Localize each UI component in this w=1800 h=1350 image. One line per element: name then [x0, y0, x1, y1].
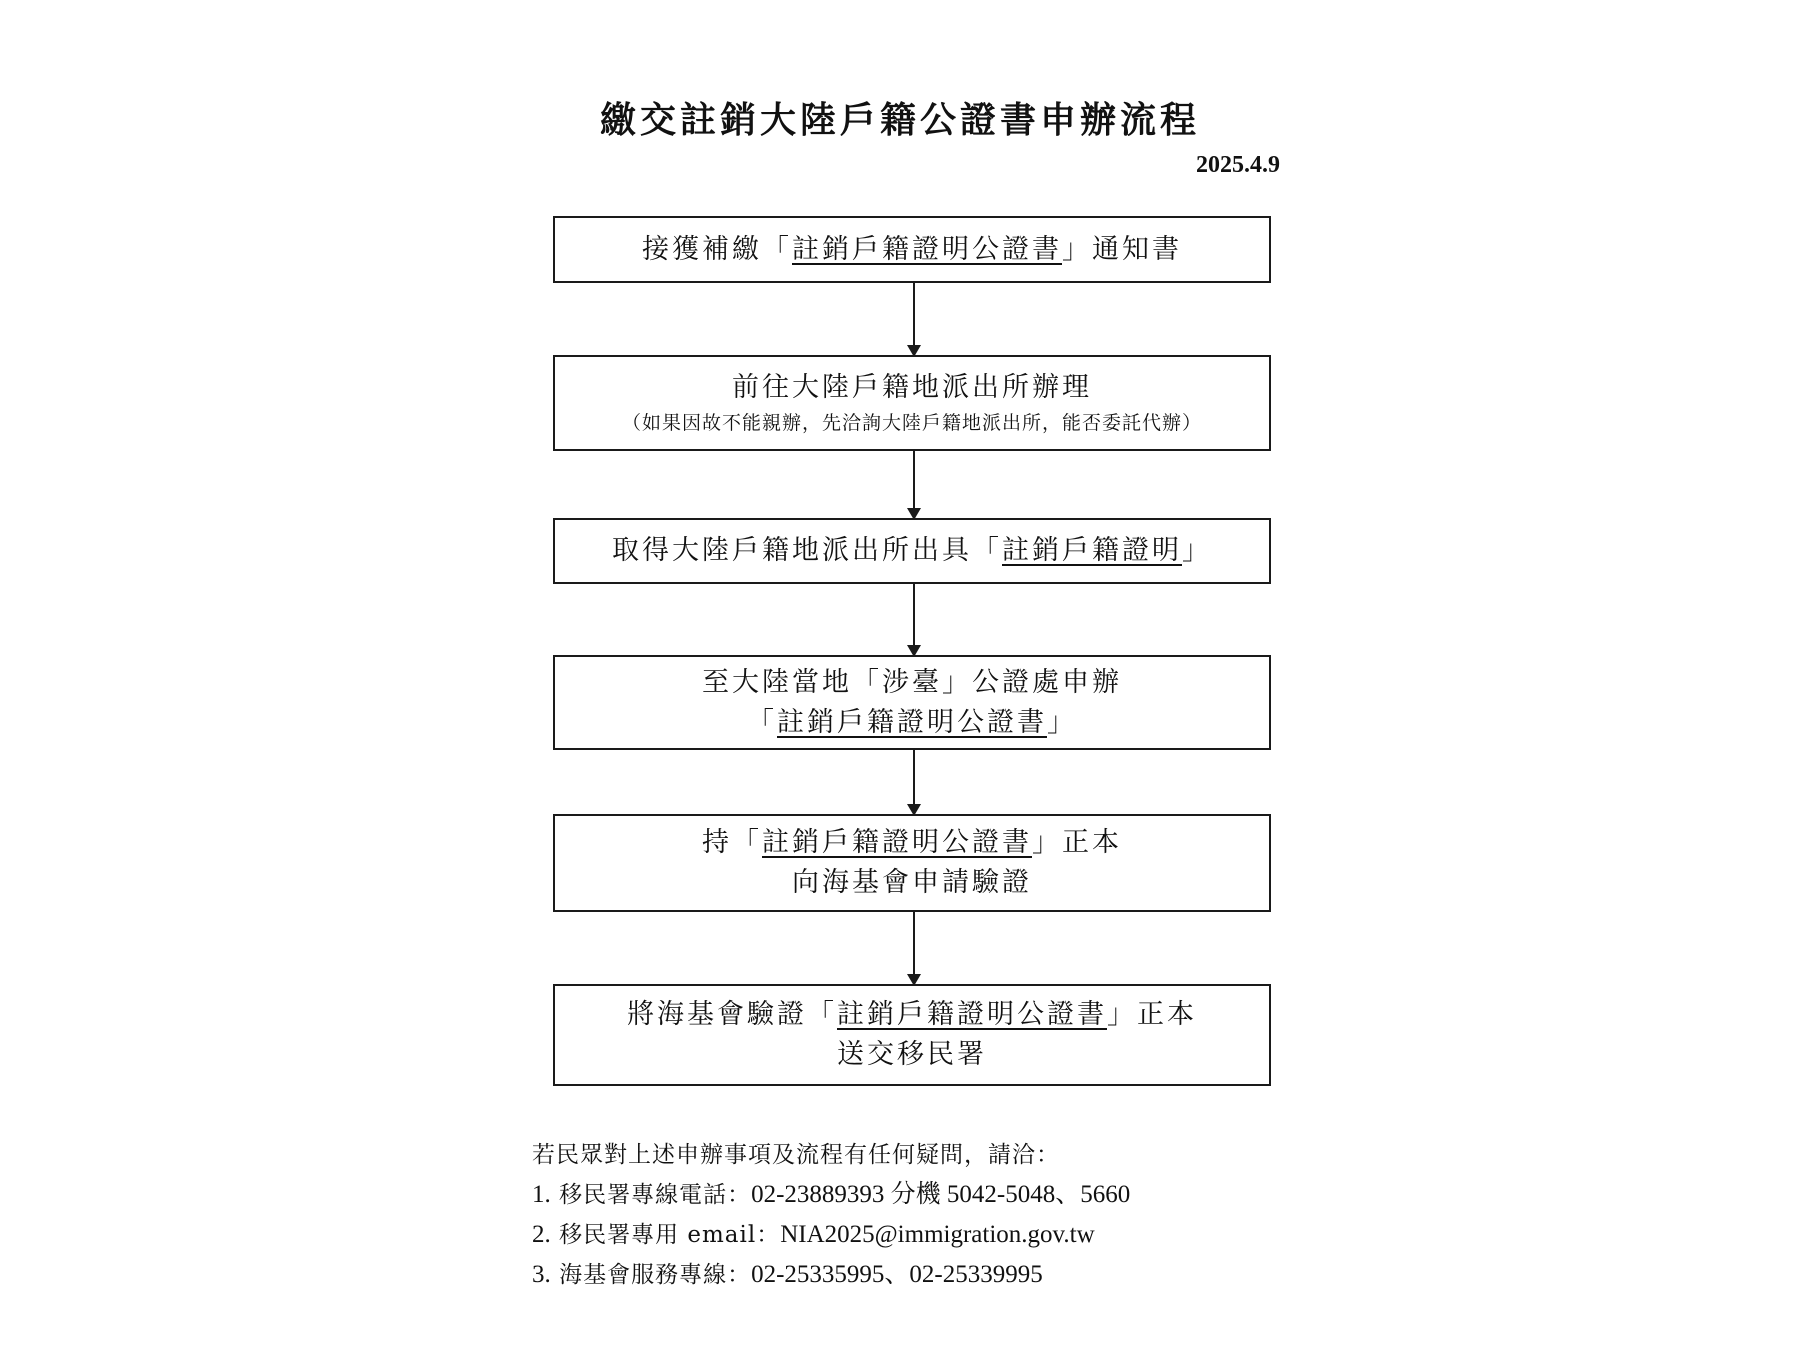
step-6-line-1: 將海基會驗證「註銷戶籍證明公證書」正本	[627, 999, 1197, 1030]
flow-step-5	[553, 814, 1271, 912]
flow-arrow-2	[913, 451, 915, 518]
contact-section	[532, 1135, 1130, 1295]
step-6-line-2: 送交移民署	[837, 1039, 987, 1070]
contact-item-2: 2. 移民署專用 email：NIA2025@immigration.gov.tw	[532, 1221, 1095, 1248]
step-1-document-name: 註銷戶籍證明公證書	[792, 233, 1062, 265]
flow-step-3	[553, 518, 1271, 584]
flow-step-2	[553, 355, 1271, 451]
step-5-document-name: 註銷戶籍證明公證書	[762, 827, 1032, 858]
flow-step-4	[553, 655, 1271, 750]
contact-item-3: 3. 海基會服務專線：02-25335995、02-25339995	[532, 1261, 1043, 1288]
step-1-line-1: 接獲補繳「註銷戶籍證明公證書」通知書	[642, 233, 1182, 265]
step-5-line-1: 持「註銷戶籍證明公證書」正本	[702, 827, 1122, 858]
step-4-line-1: 至大陸當地「涉臺」公證處申辦	[702, 666, 1122, 698]
flow-step-6	[553, 984, 1271, 1086]
hotline-number: 02-23889393 分機 5042-5048、5660	[751, 1181, 1131, 1208]
flow-arrow-3	[913, 584, 915, 655]
step-3-line-1: 取得大陸戶籍地派出所出具「註銷戶籍證明」	[612, 535, 1212, 566]
sef-hotline-number: 02-25335995、02-25339995	[751, 1261, 1043, 1288]
contact-intro: 若民眾對上述申辦事項及流程有任何疑問，請洽：	[532, 1142, 1060, 1168]
step-6-document-name: 註銷戶籍證明公證書	[837, 999, 1107, 1030]
flow-arrow-1	[913, 283, 915, 355]
page-title: 繳交註銷大陸戶籍公證書申辦流程	[599, 99, 1200, 141]
document-date: 2025.4.9	[1196, 152, 1280, 178]
flow-step-1	[553, 216, 1271, 283]
step-2-note: （如果因故不能親辦，先洽詢大陸戶籍地派出所，能否委託代辦）	[621, 412, 1202, 434]
flow-arrow-5	[913, 912, 915, 984]
step-4-document-name: 註銷戶籍證明公證書	[777, 706, 1047, 738]
contact-item-1: 1. 移民署專線電話：02-23889393 分機 5042-5048、5660	[532, 1181, 1131, 1208]
email-address[interactable]: NIA2025@immigration.gov.tw	[780, 1221, 1095, 1248]
step-2-line-1: 前往大陸戶籍地派出所辦理	[732, 372, 1092, 403]
flow-arrow-4	[913, 750, 915, 814]
step-3-document-name: 註銷戶籍證明	[1002, 535, 1182, 566]
step-5-line-2: 向海基會申請驗證	[792, 867, 1032, 898]
step-4-line-2: 「註銷戶籍證明公證書」	[747, 706, 1077, 738]
